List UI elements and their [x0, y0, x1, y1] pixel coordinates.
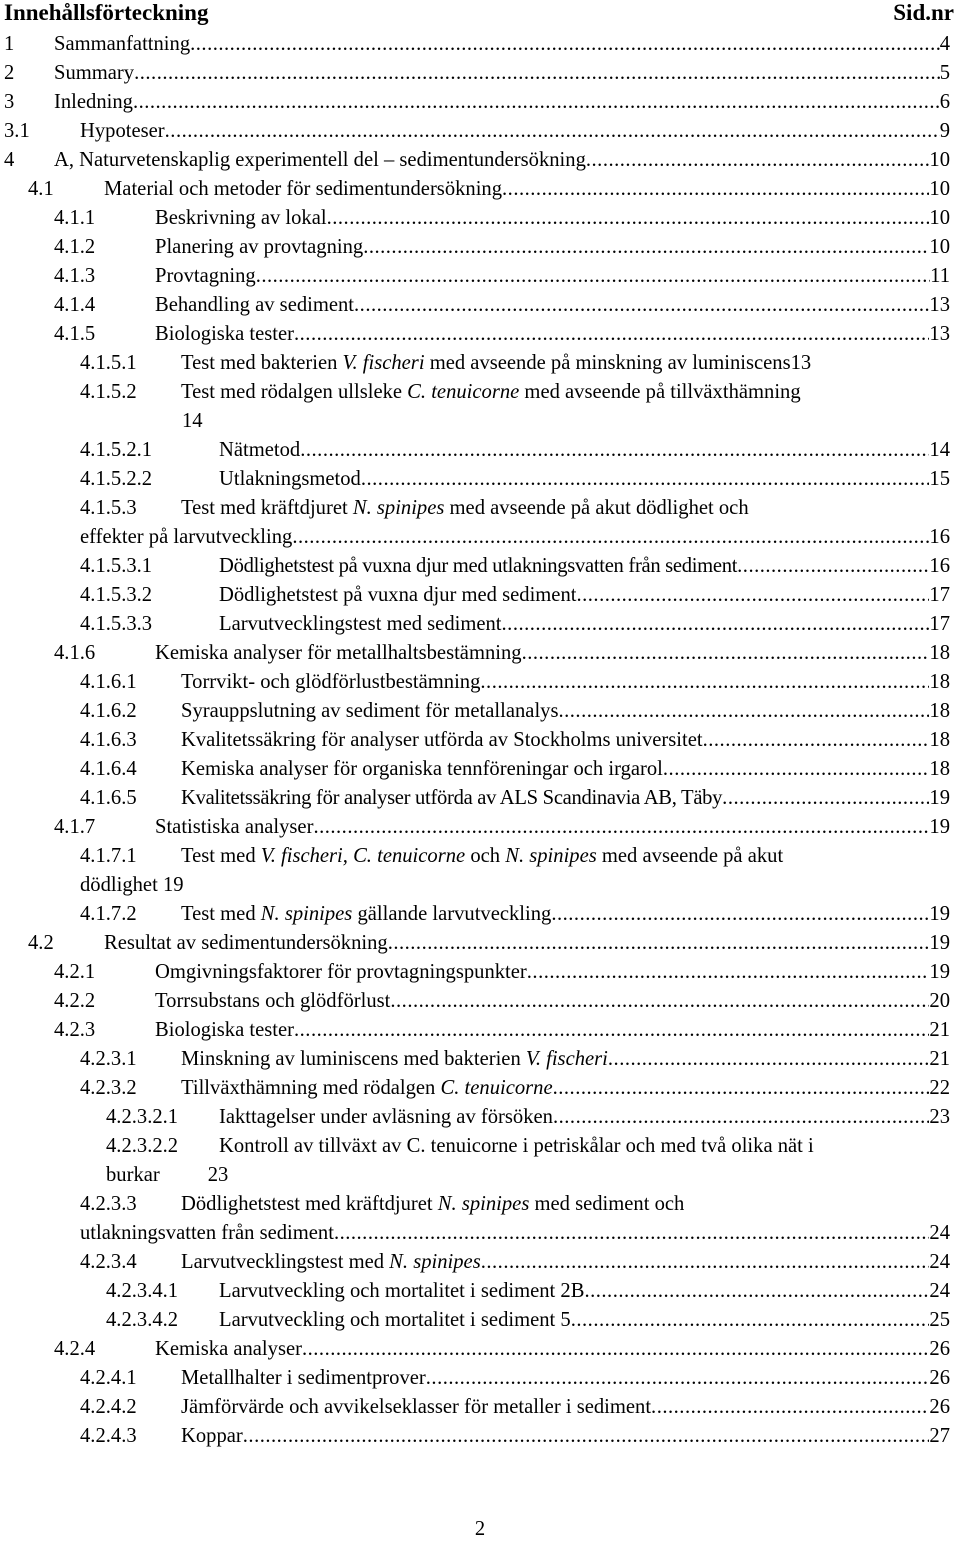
leader-dots: [294, 1016, 929, 1045]
entry-number: 4.1.5: [54, 323, 96, 345]
entry-page: 18: [929, 729, 950, 751]
entry-title: A, Naturvetenskaplig experimentell del – sedimentundersökning: [54, 149, 586, 171]
toc-entry-continued[interactable]: [106, 1161, 228, 1190]
toc-entry[interactable]: [80, 755, 950, 784]
entry-number: 4.2: [28, 932, 54, 954]
entry-number: 4.2.3.4.2: [106, 1309, 179, 1331]
toc-entry[interactable]: [80, 842, 950, 871]
entry-page: 17: [929, 613, 950, 635]
entry-title: Kemiska analyser för metallhaltsbestämning: [155, 642, 522, 664]
entry-title: Behandling av sediment: [155, 294, 355, 316]
entry-page: 24: [929, 1280, 950, 1302]
entry-page: 23: [207, 1164, 229, 1186]
entry-title-part: Tillväxthämning med rödalgen: [181, 1077, 441, 1099]
toc-entry-continued[interactable]: [80, 871, 184, 900]
toc-header: [4, 0, 954, 28]
entry-page: 16: [929, 555, 950, 577]
entry-title: Kemiska analyser för organiska tennföreningar och irgarol: [181, 758, 663, 780]
entry-title: Resultat av sedimentundersökning: [104, 932, 388, 954]
entry-page: 13: [929, 294, 950, 316]
species-name: V. fischeri, C. tenuicorne: [260, 845, 466, 867]
leader-dots: [302, 1335, 929, 1364]
entry-title: Syrauppslutning av sediment för metallanalys: [181, 700, 559, 722]
leader-dots: [390, 987, 929, 1016]
species-name: C. tenuicorne: [407, 381, 520, 403]
entry-number: 4.1.5.3.3: [80, 613, 153, 635]
entry-title: Iakttagelser under avläsning av försöken: [219, 1106, 553, 1128]
toc-entry[interactable]: [106, 1103, 950, 1132]
toc-entry[interactable]: [54, 1335, 950, 1364]
entry-number: 4.1.5.1: [80, 352, 137, 374]
entry-title-part: med avseende på akut dödlighet och: [444, 497, 749, 519]
entry-number: 4.1.7.2: [80, 903, 137, 925]
entry-title-part: med avseende på minskning av luminiscens: [424, 352, 791, 374]
entry-page: 27: [929, 1425, 950, 1447]
entry-title-part: med avseende på tillväxthämning: [519, 381, 801, 403]
leader-dots: [354, 291, 929, 320]
leader-dots: [190, 30, 940, 59]
entry-number: 4.2.3: [54, 1019, 96, 1041]
toc-entry[interactable]: [4, 59, 950, 88]
entry-title: Statistiska analyser: [155, 816, 314, 838]
toc-entry[interactable]: [54, 291, 950, 320]
entry-title: [181, 378, 801, 407]
leader-dots: [294, 320, 929, 349]
leader-dots: [722, 784, 929, 813]
entry-title: Provtagning: [155, 265, 256, 287]
entry-page: 22: [929, 1077, 950, 1099]
page-column-label: Sid.nr: [893, 0, 954, 25]
entry-number: 4.2.3.2.2: [106, 1135, 179, 1157]
toc-entry[interactable]: [80, 465, 950, 494]
toc-entry[interactable]: [28, 175, 950, 204]
species-name: N. spinipes: [352, 497, 445, 519]
toc-title: Innehållsförteckning: [4, 0, 209, 25]
toc-entry[interactable]: [54, 233, 950, 262]
entry-page: 19: [929, 816, 950, 838]
entry-page: 24: [929, 1222, 950, 1244]
species-name: N. spinipes: [505, 845, 597, 867]
toc-entry[interactable]: [54, 958, 950, 987]
entry-number: 3: [4, 91, 15, 113]
entry-number: 4.2.4.2: [80, 1396, 137, 1418]
toc-entry[interactable]: [4, 146, 950, 175]
entry-number: 4.1.5.2.1: [80, 439, 153, 461]
toc-entry[interactable]: [4, 30, 950, 59]
species-name: N. spinipes: [389, 1251, 481, 1273]
leader-dots: [651, 1393, 929, 1422]
toc-entry[interactable]: [80, 1393, 950, 1422]
toc-entry-continued[interactable]: [80, 1219, 950, 1248]
entry-number: 4.2.4: [54, 1338, 96, 1360]
entry-title-continued: dödlighet: [80, 874, 158, 896]
entry-page: 21: [929, 1019, 950, 1041]
entry-title: Torrsubstans och glödförlust: [155, 990, 391, 1012]
entry-page: 18: [929, 642, 950, 664]
entry-title-part: Test med rödalgen ullsleke: [181, 381, 408, 403]
leader-dots: [313, 813, 929, 842]
entry-title: Sammanfattning: [54, 33, 191, 55]
entry-title: Biologiska tester: [155, 1019, 294, 1041]
leader-dots: [256, 262, 930, 291]
toc-entry[interactable]: [80, 1074, 950, 1103]
leader-dots: [243, 1422, 930, 1451]
entry-page: 26: [929, 1338, 950, 1360]
entry-title: Inledning: [54, 91, 133, 113]
toc-entry[interactable]: [54, 813, 950, 842]
toc-entry[interactable]: [4, 88, 950, 117]
leader-dots: [553, 1074, 930, 1103]
leader-dots: [527, 958, 930, 987]
toc-entry[interactable]: [80, 726, 950, 755]
entry-page: 11: [930, 265, 950, 287]
entry-title-part: Dödlighetstest med kräftdjuret: [181, 1193, 438, 1215]
entry-title-part: Test med: [181, 903, 261, 925]
entry-number: 4.1.5.3.2: [80, 584, 153, 606]
leader-dots: [480, 668, 929, 697]
entry-number: 4.2.3.2: [80, 1077, 137, 1099]
leader-dots: [608, 1045, 930, 1074]
toc-entry[interactable]: [80, 668, 950, 697]
entry-page: 20: [929, 990, 950, 1012]
entry-page: 10: [929, 207, 950, 229]
leader-dots: [327, 204, 930, 233]
toc-entry-continued[interactable]: [80, 523, 950, 552]
entry-title: [181, 1248, 481, 1277]
entry-title: Nätmetod: [219, 439, 301, 461]
entry-number: 4.1.3: [54, 265, 96, 287]
entry-number: 4.2.3.4: [80, 1251, 137, 1273]
entry-page: 13: [929, 323, 950, 345]
leader-dots: [165, 117, 940, 146]
entry-number: 4.2.4.1: [80, 1367, 137, 1389]
entry-number: 4.2.3.2.1: [106, 1106, 179, 1128]
entry-title: Utlakningsmetod: [219, 468, 361, 490]
entry-title: Jämförvärde och avvikelseklasser för metaller i sediment: [181, 1396, 652, 1418]
leader-dots: [361, 465, 930, 494]
entry-number: 2: [4, 62, 15, 84]
entry-title: Kvalitetssäkring för analyser utförda av ALS Scandinavia AB, Täby: [181, 787, 723, 809]
entry-title: Metallhalter i sedimentprover: [181, 1367, 426, 1389]
entry-number: 4.1.6.1: [80, 671, 137, 693]
entry-number: 4.1.6.4: [80, 758, 137, 780]
entry-page: 13: [790, 352, 812, 374]
entry-number: 1: [4, 33, 15, 55]
entry-title-part: Test med kräftdjuret: [181, 497, 353, 519]
entry-number: 3.1: [4, 120, 30, 142]
entry-title: Material och metoder för sedimentundersökning: [104, 178, 503, 200]
entry-title-part: Minskning av luminiscens med bakterien: [181, 1048, 526, 1070]
toc-entry[interactable]: [80, 610, 950, 639]
entry-number: 4.1.5.3.1: [80, 555, 153, 577]
entry-page: 19: [929, 787, 950, 809]
entry-page: 17: [929, 584, 950, 606]
entry-number: 4.2.4.3: [80, 1425, 137, 1447]
toc-entry[interactable]: [80, 1422, 950, 1451]
toc-entry[interactable]: [80, 349, 950, 378]
entry-title: Planering av provtagning: [155, 236, 364, 258]
entry-number: 4.1.4: [54, 294, 96, 316]
toc-entry[interactable]: [80, 494, 950, 523]
entry-number: 4.1.6.2: [80, 700, 137, 722]
entry-page: 9: [939, 120, 950, 142]
entry-page: 10: [929, 178, 950, 200]
entry-title: Larvutveckling och mortalitet i sediment 5: [219, 1309, 571, 1331]
species-name: V. fischeri: [342, 352, 425, 374]
toc-entry[interactable]: [54, 987, 950, 1016]
toc-entry[interactable]: [80, 1248, 950, 1277]
entry-title: Torrvikt- och glödförlustbestämning: [181, 671, 481, 693]
entry-page: 14: [929, 439, 950, 461]
entry-page: 19: [162, 874, 184, 896]
entry-page: 26: [929, 1396, 950, 1418]
toc-entry[interactable]: [80, 581, 950, 610]
entry-title-part: med avseende på akut: [596, 845, 784, 867]
toc-entry[interactable]: [54, 1016, 950, 1045]
entry-title-part: gällande larvutveckling: [352, 903, 552, 925]
page-number: 2: [474, 1518, 486, 1540]
entry-title: [181, 1190, 684, 1219]
entry-number: 4.1: [28, 178, 54, 200]
leader-dots: [388, 929, 930, 958]
leader-dots: [703, 726, 930, 755]
entry-page: 18: [929, 758, 950, 780]
entry-page: 19: [929, 903, 950, 925]
entry-number: 4.2.2: [54, 990, 96, 1012]
leader-dots: [586, 146, 930, 175]
toc-entry[interactable]: [4, 117, 950, 146]
entry-page: 23: [929, 1106, 950, 1128]
leader-dots: [502, 175, 929, 204]
entry-number: 4.1.5.2.2: [80, 468, 153, 490]
entry-title: Kvalitetssäkring för analyser utförda av Stockholms universitet: [181, 729, 703, 751]
leader-dots: [737, 552, 929, 581]
entry-number: 4.1.7.1: [80, 845, 137, 867]
species-name: N. spinipes: [260, 903, 353, 925]
entry-page: 18: [929, 700, 950, 722]
entry-number: 4.1.6.3: [80, 729, 137, 751]
toc-entry[interactable]: [106, 1132, 950, 1161]
entry-title: [181, 349, 791, 378]
toc-entry[interactable]: [80, 1190, 950, 1219]
toc-entry[interactable]: [54, 639, 950, 668]
entry-title-part: Larvutvecklingstest med: [181, 1251, 390, 1273]
entry-number: 4.2.3.1: [80, 1048, 137, 1070]
leader-dots: [300, 436, 929, 465]
leader-dots: [426, 1364, 930, 1393]
leader-dots: [663, 755, 930, 784]
toc-entry[interactable]: [80, 900, 950, 929]
entry-title: Kontroll av tillväxt av C. tenuicorne i petriskålar och med två olika nät i: [219, 1135, 814, 1157]
entry-page: 4: [939, 33, 950, 55]
entry-page: 19: [929, 932, 950, 954]
leader-dots: [553, 1103, 929, 1132]
leader-dots: [571, 1306, 930, 1335]
entry-number: 4.1.6: [54, 642, 96, 664]
entry-title: [181, 842, 783, 871]
entry-title: [181, 1045, 608, 1074]
toc-entry[interactable]: [80, 697, 950, 726]
toc-entry[interactable]: [80, 552, 950, 581]
leader-dots: [133, 88, 940, 117]
species-name: V. fischeri: [525, 1048, 608, 1070]
toc-entry[interactable]: [28, 929, 950, 958]
entry-page: 10: [929, 149, 950, 171]
entry-title-continued: effekter på larvutveckling: [80, 526, 293, 548]
toc-entry[interactable]: [80, 436, 950, 465]
entry-number: 4.2.1: [54, 961, 96, 983]
entry-title-part: med sediment och: [529, 1193, 685, 1215]
entry-title: Kemiska analyser: [155, 1338, 302, 1360]
entry-page: 18: [929, 671, 950, 693]
entry-number: 4.1.2: [54, 236, 96, 258]
leader-dots: [558, 697, 929, 726]
leader-dots: [363, 233, 929, 262]
entry-title: Larvutvecklingstest med sediment: [219, 613, 502, 635]
toc-entry[interactable]: [54, 204, 950, 233]
entry-title: [181, 900, 551, 929]
leader-dots: [502, 610, 930, 639]
entry-title: Dödlighetstest på vuxna djur med utlakningsvatten från sediment: [219, 555, 738, 577]
entry-number: 4: [4, 149, 15, 171]
entry-page: 5: [939, 62, 950, 84]
entry-title: Biologiska tester: [155, 323, 294, 345]
leader-dots: [551, 900, 929, 929]
entry-number: 4.1.7: [54, 816, 96, 838]
entry-title: Larvutveckling och mortalitet i sediment 2B: [219, 1280, 585, 1302]
leader-dots: [522, 639, 930, 668]
entry-title: Beskrivning av lokal: [155, 207, 327, 229]
entry-page: 26: [929, 1367, 950, 1389]
entry-title: Summary: [54, 62, 135, 84]
toc-entry[interactable]: [80, 784, 950, 813]
entry-page: 16: [929, 526, 950, 548]
species-name: C. tenuicorne: [440, 1077, 553, 1099]
leader-dots: [334, 1219, 929, 1248]
toc-entry[interactable]: [80, 1364, 950, 1393]
entry-number: 4.1.5.2: [80, 381, 137, 403]
toc-entry[interactable]: [80, 1045, 950, 1074]
entry-number: 4.1.1: [54, 207, 96, 229]
entry-number: 4.1.6.5: [80, 787, 137, 809]
entry-title-part: Test med: [181, 845, 261, 867]
species-name: N. spinipes: [437, 1193, 530, 1215]
entry-title: Omgivningsfaktorer för provtagningspunkter: [155, 961, 527, 983]
leader-dots: [584, 1277, 929, 1306]
leader-dots: [292, 523, 929, 552]
entry-page: 21: [929, 1048, 950, 1070]
leader-dots: [576, 581, 929, 610]
entry-page: 14: [182, 410, 203, 432]
entry-title: [181, 494, 749, 523]
entry-page: 6: [939, 91, 950, 113]
entry-number: 4.2.3.3: [80, 1193, 137, 1215]
entry-number: 4.2.3.4.1: [106, 1280, 179, 1302]
entry-title: Koppar: [181, 1425, 243, 1447]
toc-entry[interactable]: [106, 1277, 950, 1306]
entry-page: 19: [929, 961, 950, 983]
entry-page: 24: [929, 1251, 950, 1273]
entry-title: Hypoteser: [80, 120, 165, 142]
toc-entry[interactable]: [106, 1306, 950, 1335]
entry-title: Dödlighetstest på vuxna djur med sediment: [219, 584, 577, 606]
toc-entry[interactable]: [54, 320, 950, 349]
entry-title: [181, 1074, 553, 1103]
entry-number: 4.1.5.3: [80, 497, 137, 519]
entry-title-part: och: [465, 845, 506, 867]
entry-page: 15: [929, 468, 950, 490]
toc-entry[interactable]: [80, 378, 950, 407]
entry-title-continued: utlakningsvatten från sediment: [80, 1222, 334, 1244]
leader-dots: [481, 1248, 930, 1277]
leader-dots: [134, 59, 940, 88]
entry-page: 25: [929, 1309, 950, 1331]
entry-title-continued: burkar: [106, 1164, 160, 1186]
entry-page: 10: [929, 236, 950, 258]
toc-entry[interactable]: [54, 262, 950, 291]
entry-title-part: Test med bakterien: [181, 352, 343, 374]
